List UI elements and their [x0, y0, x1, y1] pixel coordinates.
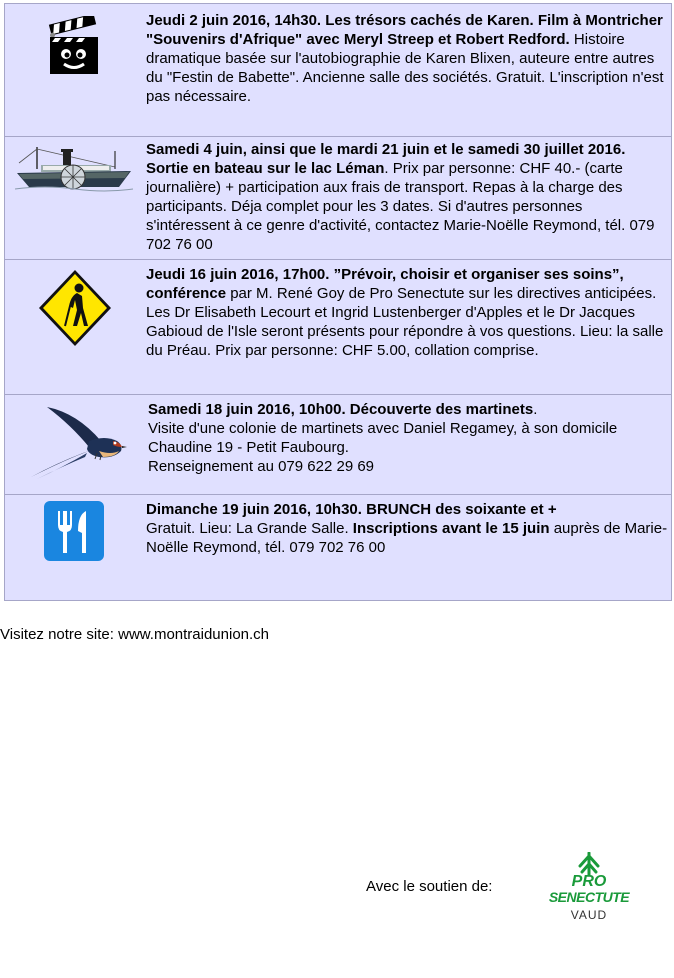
event-text-conference: [146, 265, 669, 360]
event-row-martinets: [4, 394, 672, 494]
event-title: Samedi 4 juin, ainsi que le mardi 21 juin et le samedi 30 juillet 2016. Sortie en bateau sur le lac Léman: [146, 141, 626, 177]
event-text-boat: [146, 140, 669, 254]
event-description: Gratuit. Lieu: La Grande Salle.: [146, 520, 353, 537]
events-list: [4, 3, 672, 601]
logo-line-vaud: VAUD: [570, 908, 608, 922]
fork-knife-restaurant-icon: [44, 501, 104, 561]
pro-senectute-logo: [546, 852, 632, 932]
event-text-martinets: [148, 400, 669, 476]
event-heading-line: [146, 500, 669, 519]
event-description: .: [533, 401, 538, 418]
swallow-bird-icon: [27, 401, 131, 481]
event-text-film: [146, 11, 669, 106]
event-title: Jeudi 16 juin 2016, 17h00. ”Prévoir, choisir et organiser ses soins”, conférence: [146, 266, 624, 302]
event-text-brunch: [146, 500, 669, 557]
event-row-conference: [4, 259, 672, 394]
event-description: . Prix par personne: CHF 40.- (carte journalière) + participation aux frais de transport. Repas à la charge des participants. Déja complet pour les 3 dates. Si d'autres personnes s'intéressent à ce genre d'activité, contactez Marie-Noëlle Reymond, tél. 079 702 76 00: [146, 160, 655, 253]
event-row-boat: [4, 136, 672, 259]
event-title: Jeudi 2 juin 2016, 14h30. Les trésors cachés de Karen. Film à Montricher "Souvenirs d'Afrique" avec Meryl Streep et Robert Redford.: [146, 12, 663, 48]
event-description: par M. René Goy de Pro Senectute sur les directives anticipées. Les Dr Elisabeth Lecourt et Ingrid Lustenberger d'Apples et le Dr Jacques Gabioud de l'Isle seront présents pour répondre à vos questions. Lieu: la salle du Préau. Prix par personne: CHF 5.00, collation comprise.: [146, 285, 664, 359]
event-description: Histoire dramatique basée sur l'autobiographie de Karen Blixen, auteure entre autres du "Festin de Babette". Ancienne salle des sociétés. Gratuit. L'inscription n'est pas nécessaire.: [146, 31, 664, 105]
film-clapperboard-icon: [47, 16, 103, 76]
event-detail-line: [146, 519, 669, 557]
event-contact: auprès de Marie-Noëlle Reymond, tél. 079 702 76 00: [146, 520, 668, 556]
logo-line-senectute: SENECTUTE: [548, 889, 630, 905]
event-detail-line: Renseignement au 079 622 29 69: [148, 458, 375, 475]
event-title: Samedi 18 juin 2016, 10h00. Découverte des martinets: [148, 401, 534, 418]
elderly-crossing-sign-icon: [37, 268, 113, 348]
sponsor-label: Avec le soutien de:: [366, 878, 493, 895]
event-detail-line: Visite d'une colonie de martinets avec Daniel Regamey, à son domicile Chaudine 19 - Petit Faubourg.: [148, 420, 618, 456]
event-row-film: [4, 3, 672, 136]
logo-line-pro: PRO: [571, 873, 607, 890]
website-line: Visitez notre site: www.montraidunion.ch: [0, 626, 270, 643]
event-row-brunch: [4, 494, 672, 601]
event-deadline: Inscriptions avant le 15 juin: [352, 520, 550, 537]
paddle-steamer-boat-icon: [15, 145, 133, 197]
event-title: Dimanche 19 juin 2016, 10h30. BRUNCH des soixante et +: [146, 501, 557, 518]
event-heading-line: [148, 400, 669, 419]
